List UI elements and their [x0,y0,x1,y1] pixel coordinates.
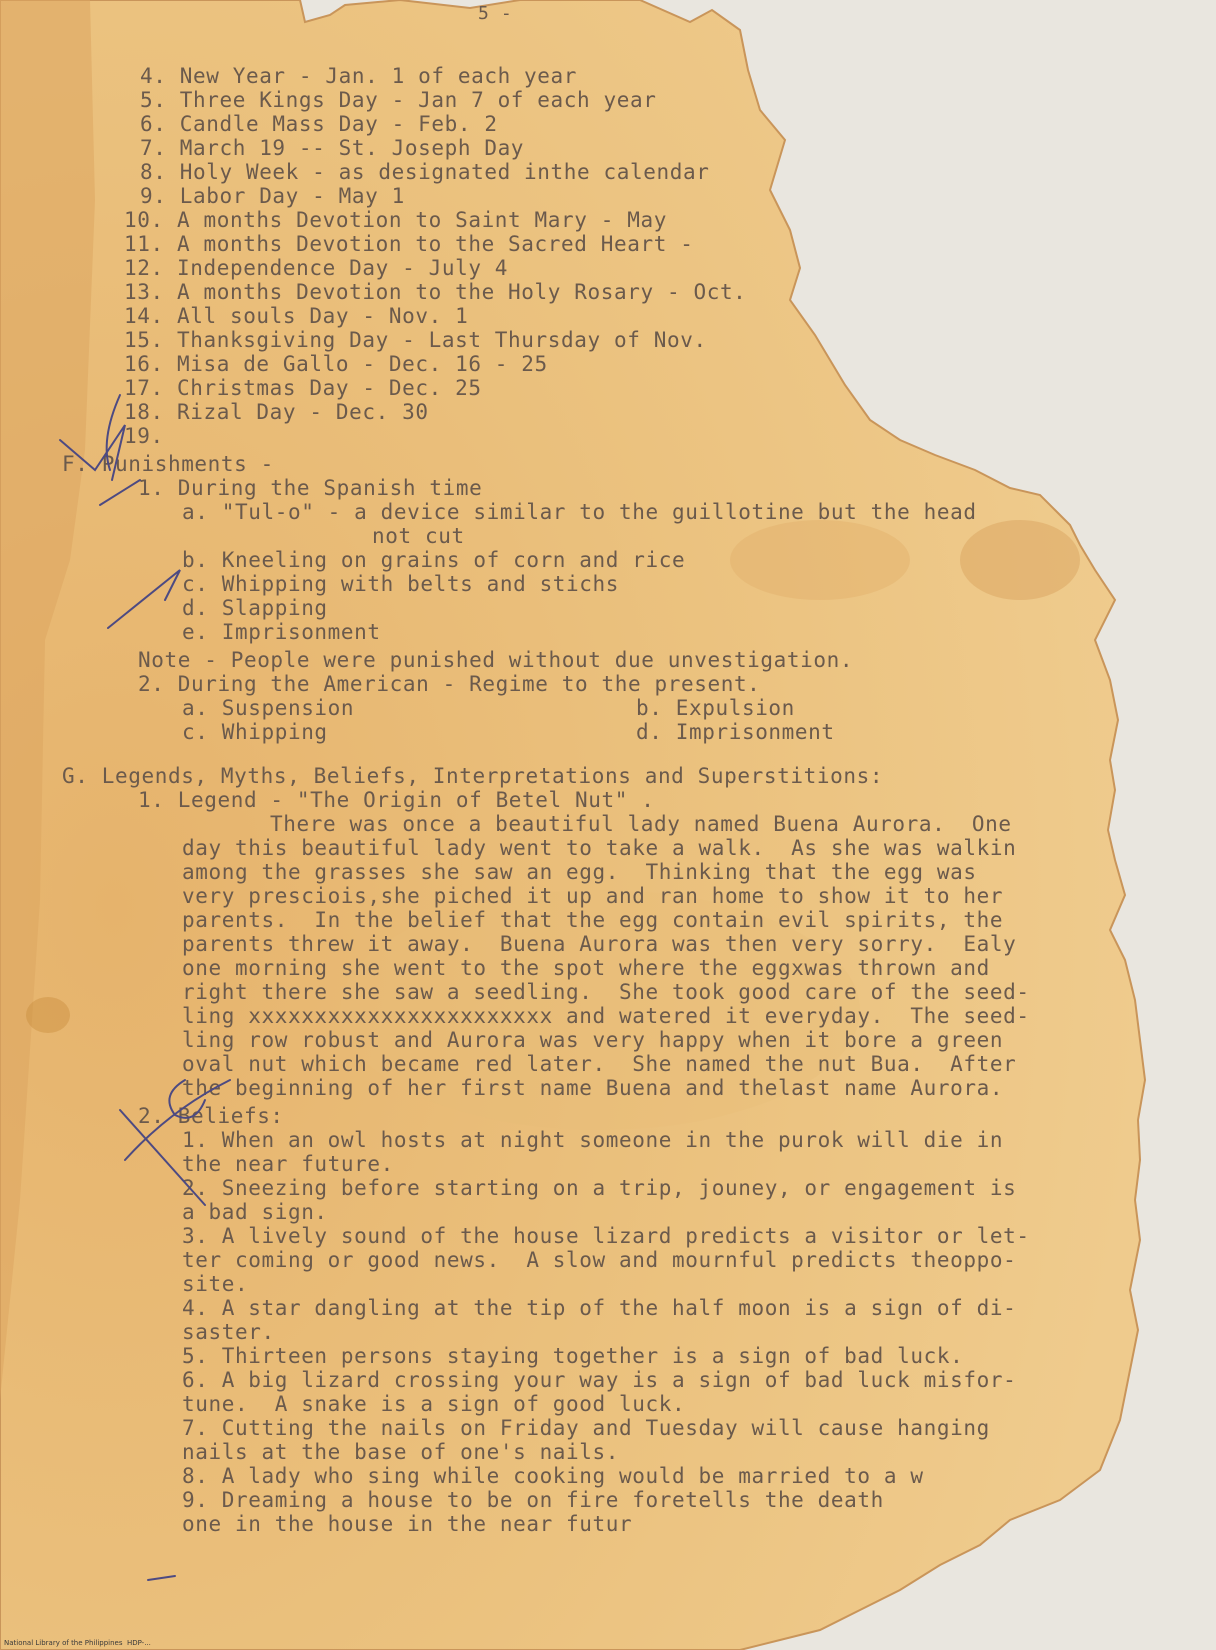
holiday-item: 19. [124,424,164,448]
holiday-item: 8. Holy Week - as designated inthe calendar [140,160,710,184]
holiday-item: 4. New Year - Jan. 1 of each year [140,64,578,88]
belief-line: 7. Cutting the nails on Friday and Tuesday will cause hanging [182,1416,990,1440]
punishment-item: d. Imprisonment [636,720,835,744]
punishment-item: c. Whipping [182,720,328,744]
section-g-heading: G. Legends, Myths, Beliefs, Interpretations and Superstitions: [62,764,884,788]
belief-line: tune. A snake is a sign of good luck. [182,1392,686,1416]
belief-line: site. [182,1272,249,1296]
punishment-item: c. Whipping with belts and stichs [182,572,620,596]
legend-title: 1. Legend - "The Origin of Betel Nut" . [138,788,655,812]
legend-line: right there she saw a seedling. She took good care of the seed- [182,980,1030,1004]
belief-line: 2. Sneezing before starting on a trip, jouney, or engagement is [182,1176,1017,1200]
holiday-item: 5. Three Kings Day - Jan 7 of each year [140,88,657,112]
legend-line: day this beautiful lady went to take a walk. As she was walkin [182,836,1017,860]
holiday-item: 14. All souls Day - Nov. 1 [124,304,469,328]
holiday-item: 15. Thanksgiving Day - Last Thursday of Nov. [124,328,707,352]
legend-line: ling xxxxxxxxxxxxxxxxxxxxxxx and watered it everyday. The seed- [182,1004,1030,1028]
belief-line: 9. Dreaming a house to be on fire foretells the death [182,1488,884,1512]
belief-line: 6. A big lizard crossing your way is a sign of bad luck misfor- [182,1368,1017,1392]
punishment-item: e. Imprisonment [182,620,381,644]
page-number: 5 - [478,3,513,24]
holiday-item: 17. Christmas Day - Dec. 25 [124,376,482,400]
punishment-item: a. Suspension [182,696,355,720]
stain-mark [26,997,70,1033]
punishment-item: b. Kneeling on grains of corn and rice [182,548,686,572]
archive-footer: National Library of the Philippines HDP-... [4,1639,151,1647]
legend-line: There was once a beautiful lady named Buena Aurora. One [270,812,1012,836]
holiday-item: 6. Candle Mass Day - Feb. 2 [140,112,498,136]
legend-line: among the grasses she saw an egg. Thinking that the egg was [182,860,977,884]
holiday-item: 13. A months Devotion to the Holy Rosary - Oct. [124,280,747,304]
holiday-item: 12. Independence Day - July 4 [124,256,509,280]
belief-line: saster. [182,1320,275,1344]
punishment-item: d. Slapping [182,596,328,620]
legend-line: oval nut which became red later. She named the nut Bua. After [182,1052,1017,1076]
belief-line: the near future. [182,1152,394,1176]
legend-line: the beginning of her first name Buena and thelast name Aurora. [182,1076,1004,1100]
legend-line: parents. In the belief that the egg contain evil spirits, the [182,908,1004,932]
legend-line: ling row robust and Aurora was very happy when it bore a green [182,1028,1004,1052]
punishment-item: not cut [372,524,465,548]
stain-mark [960,520,1080,600]
beliefs-title: 2. Beliefs: [138,1104,284,1128]
holiday-item: 9. Labor Day - May 1 [140,184,405,208]
legend-line: parents threw it away. Buena Aurora was then very sorry. Ealy [182,932,1017,956]
section-f-subheading: 2. During the American - Regime to the present. [138,672,761,696]
section-f-heading: F. Punishments - [62,452,274,476]
stain-mark [730,520,910,600]
belief-line: 1. When an owl hosts at night someone in the purok will die in [182,1128,1004,1152]
belief-line: 8. A lady who sing while cooking would be married to a w [182,1464,924,1488]
belief-line: nails at the base of one's nails. [182,1440,620,1464]
belief-line: 3. A lively sound of the house lizard predicts a visitor or let- [182,1224,1030,1248]
holiday-item: 18. Rizal Day - Dec. 30 [124,400,429,424]
legend-line: one morning she went to the spot where the eggxwas thrown and [182,956,990,980]
belief-line: one in the house in the near futur [182,1512,633,1536]
punishment-item: b. Expulsion [636,696,795,720]
note-line: Note - People were punished without due unvestigation. [138,648,854,672]
holiday-item: 7. March 19 -- St. Joseph Day [140,136,525,160]
legend-line: very presciois,she piched it up and ran home to show it to her [182,884,1004,908]
holiday-item: 11. A months Devotion to the Sacred Heart - [124,232,694,256]
belief-line: ter coming or good news. A slow and mournful predicts theoppo- [182,1248,1017,1272]
punishment-item: a. "Tul-o" - a device similar to the guillotine but the head [182,500,977,524]
section-f-subheading: 1. During the Spanish time [138,476,483,500]
holiday-item: 16. Misa de Gallo - Dec. 16 - 25 [124,352,548,376]
holiday-item: 10. A months Devotion to Saint Mary - May [124,208,667,232]
belief-line: 4. A star dangling at the tip of the half moon is a sign of di- [182,1296,1017,1320]
belief-line: a bad sign. [182,1200,328,1224]
belief-line: 5. Thirteen persons staying together is a sign of bad luck. [182,1344,964,1368]
